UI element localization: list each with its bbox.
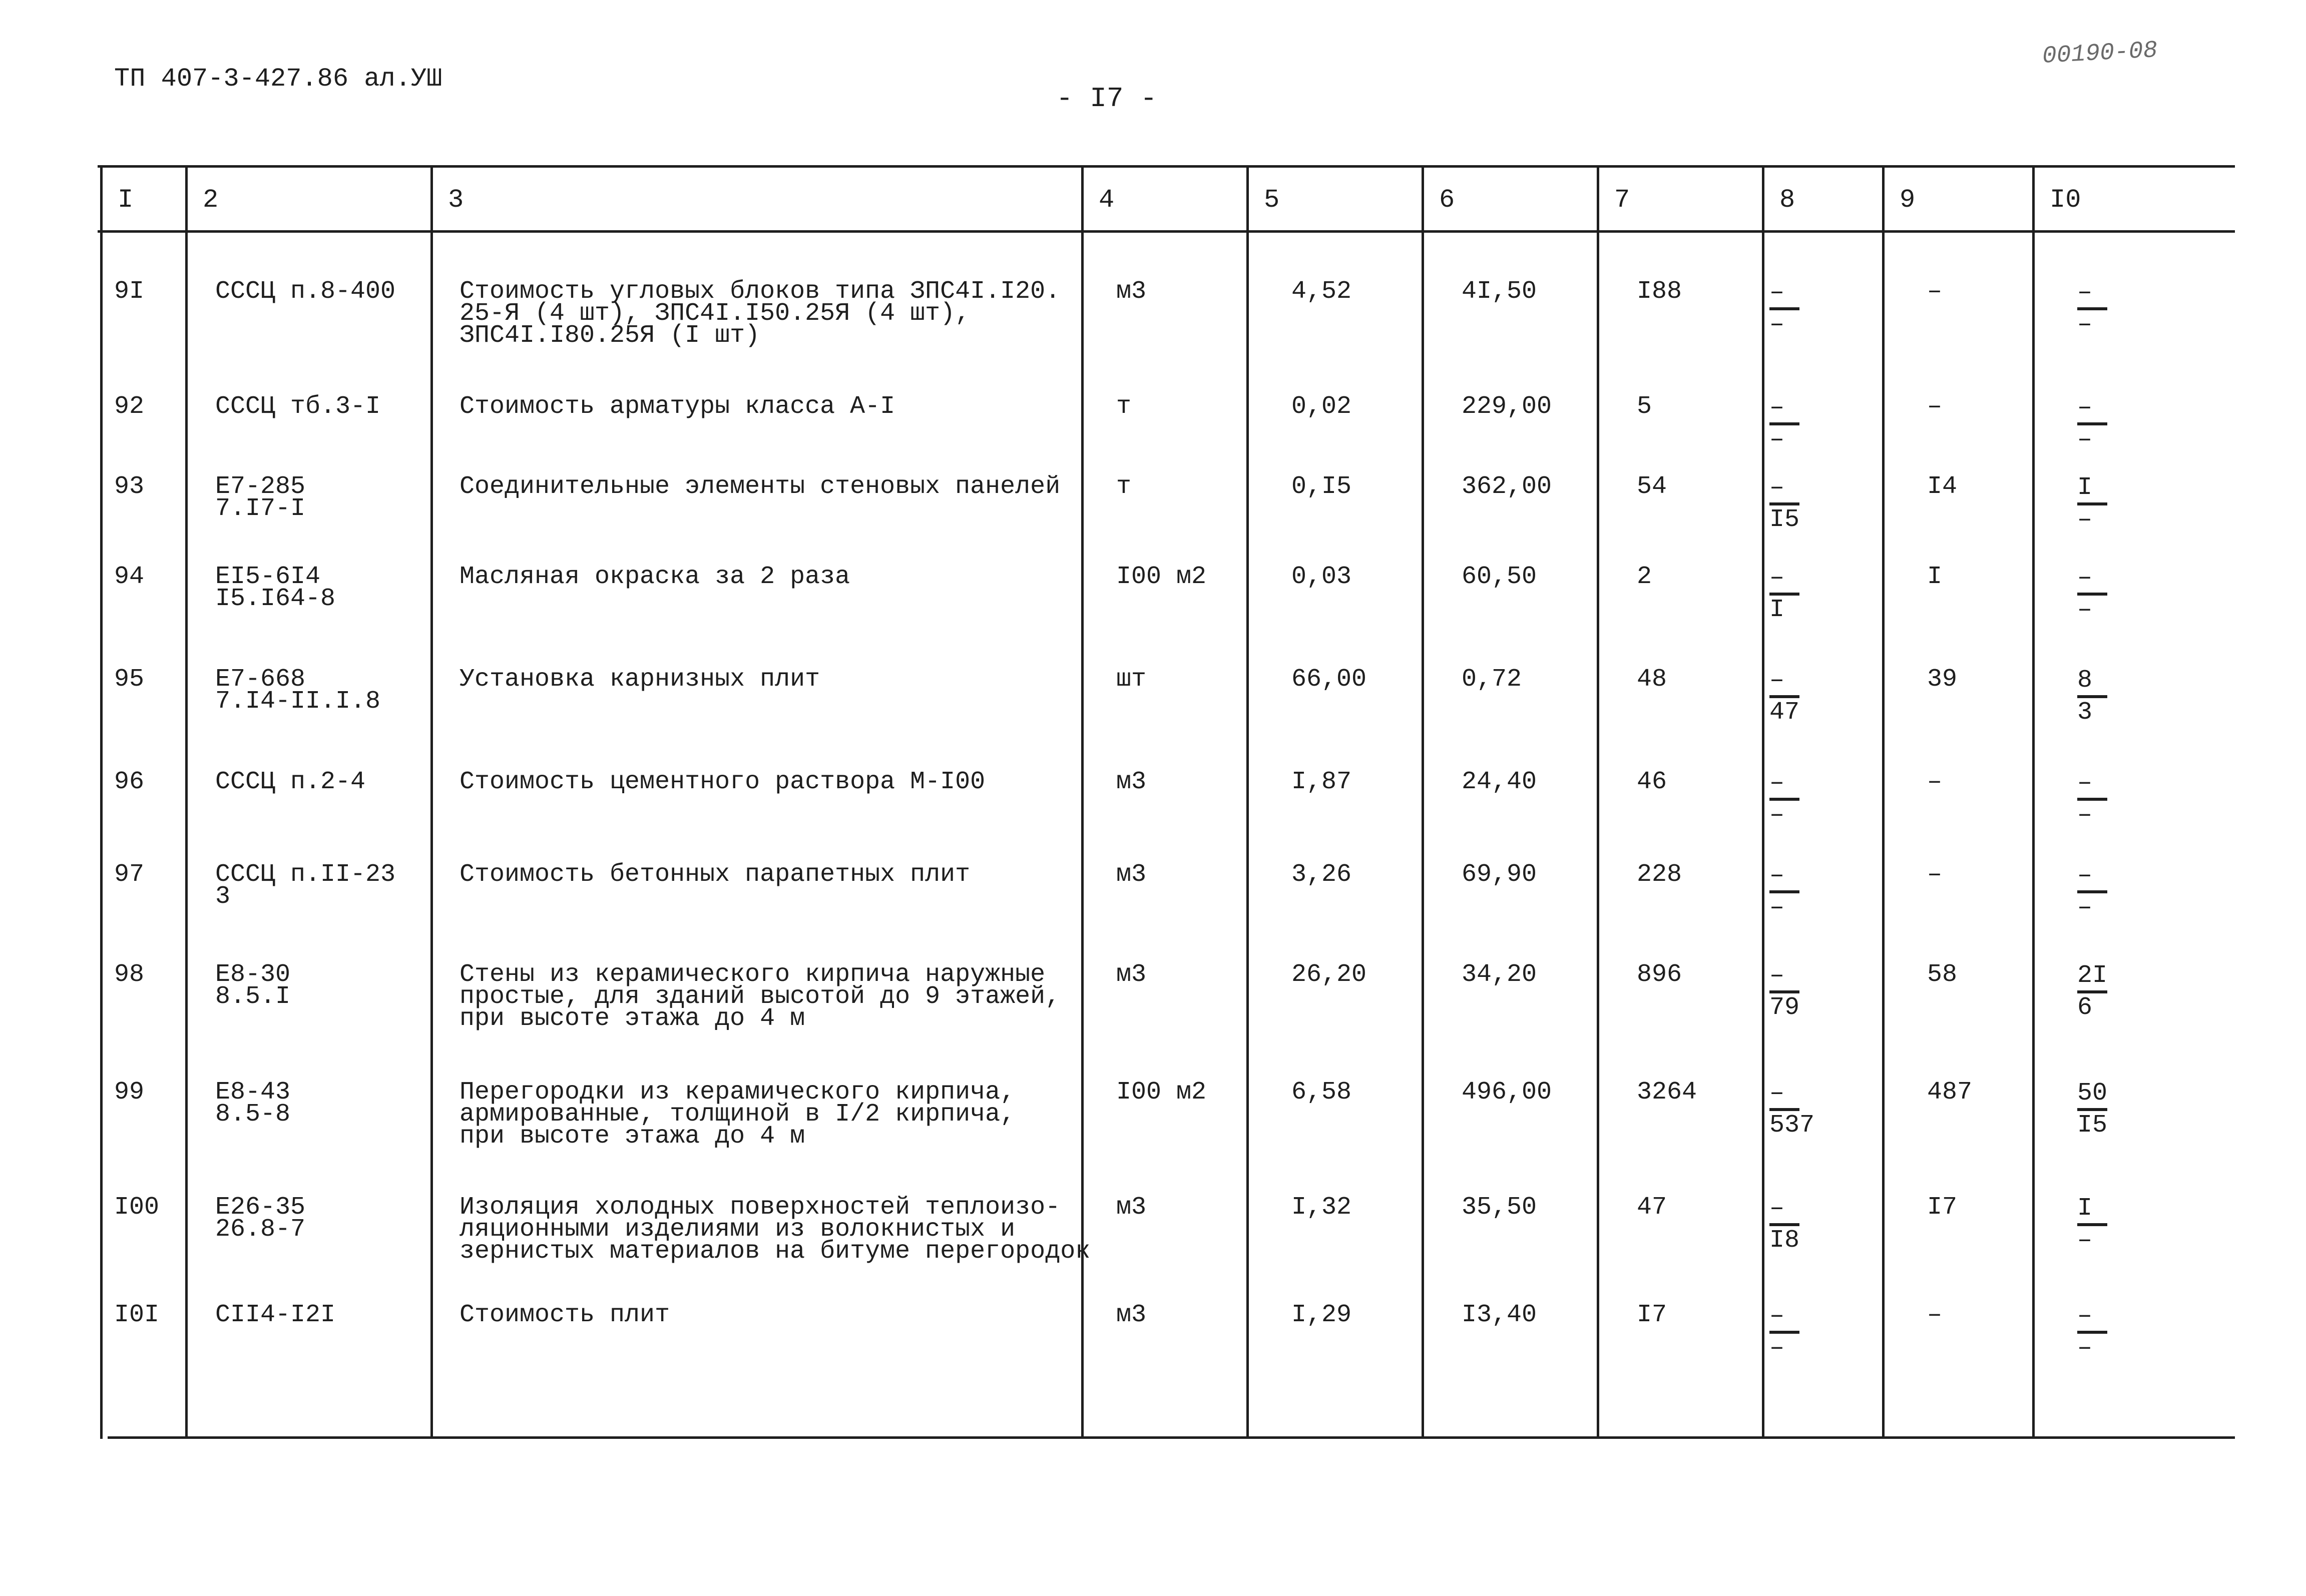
work-description: Установка карнизных плит (459, 665, 820, 694)
resource-code: Е8-30 (215, 960, 291, 989)
fraction-numerator: – (1769, 1081, 1799, 1111)
fraction-numerator: – (2077, 863, 2107, 893)
resource-code: СССЦ п.2-4 (215, 768, 366, 796)
machine-cost: I4 (1927, 472, 1958, 501)
quantity: I,29 (1291, 1301, 1352, 1329)
work-description: Соединительные элементы стеновых панелей (459, 472, 1061, 501)
resource-code: СII4-I2I (215, 1301, 336, 1329)
row-number: I0I (114, 1301, 160, 1329)
work-description: Изоляция холодных поверхностей теплоизо- (459, 1193, 1061, 1222)
wages-fraction (1769, 1081, 1824, 1138)
row-number: 97 (114, 860, 145, 889)
resource-code: СССЦ п.8-400 (215, 277, 396, 306)
operator-wages-fraction (2077, 963, 2132, 1020)
unit-price: 229,00 (1462, 392, 1552, 421)
work-description: Стоимость арматуры класса А-I (459, 392, 895, 421)
fraction-numerator: – (2077, 566, 2107, 596)
work-description: простые, для зданий высотой до 9 этажей, (459, 982, 1061, 1011)
operator-wages-fraction (2077, 395, 2132, 452)
quantity: 0,02 (1291, 392, 1352, 421)
machine-cost: 39 (1927, 665, 1958, 694)
resource-code: Е8-43 (215, 1078, 291, 1107)
work-description: Стены из керамического кирпича наружные (459, 960, 1046, 989)
operator-wages-fraction (2077, 566, 2132, 623)
resource-code: 3 (215, 882, 231, 911)
total-cost: 896 (1637, 960, 1682, 989)
fraction-denominator: I8 (1769, 1226, 1800, 1255)
fraction-numerator: – (2077, 395, 2107, 425)
page-number: - I7 - (1056, 83, 1157, 115)
fraction-numerator: – (1769, 280, 1799, 310)
fraction-numerator: I (2077, 475, 2107, 505)
table-top-rule (98, 165, 2235, 168)
work-description: Стоимость угловых блоков типа ЗПС4I.I20. (459, 277, 1061, 306)
resource-code: 7.I7-I (215, 494, 306, 523)
fraction-denominator: I5 (2077, 1111, 2108, 1140)
fraction-denominator: – (2077, 801, 2093, 829)
fraction-numerator: – (2077, 1304, 2107, 1334)
fraction-denominator: I5 (1769, 505, 1800, 534)
wages-fraction (1769, 771, 1824, 828)
total-cost: I88 (1637, 277, 1682, 306)
wages-fraction (1769, 280, 1824, 337)
row-number: 96 (114, 768, 145, 796)
column-divider (1762, 165, 1764, 1439)
fraction-numerator: – (1769, 771, 1799, 801)
column-divider (1882, 165, 1885, 1439)
machine-cost: 487 (1927, 1078, 1973, 1107)
row-number: 93 (114, 472, 145, 501)
fraction-denominator: 79 (1769, 993, 1800, 1022)
fraction-denominator: – (1769, 1334, 1785, 1362)
fraction-numerator: – (1769, 863, 1799, 893)
resource-code: 7.I4-II.I.8 (215, 687, 381, 716)
header-bottom-rule (98, 230, 2235, 233)
work-description: армированные, толщиной в I/2 кирпича, (459, 1100, 1016, 1129)
table-bottom-rule (108, 1436, 2235, 1439)
unit-price: I3,40 (1462, 1301, 1537, 1329)
work-description: Стоимость плит (459, 1301, 670, 1329)
row-number: 94 (114, 563, 145, 591)
document-code: ТП 407-3-427.86 ал.УШ (114, 64, 442, 94)
unit: м3 (1116, 277, 1147, 306)
quantity: I,87 (1291, 768, 1352, 796)
work-description: 25-Я (4 шт), ЗПС4I.I50.25Я (4 шт), (459, 299, 971, 328)
fraction-numerator: 2I (2077, 963, 2107, 993)
row-number: 92 (114, 392, 145, 421)
column-header: 3 (448, 185, 464, 215)
column-header: 4 (1099, 185, 1115, 215)
wages-fraction (1769, 566, 1824, 623)
unit-price: 69,90 (1462, 860, 1537, 889)
total-cost: 47 (1637, 1193, 1667, 1222)
fraction-denominator: – (2077, 893, 2093, 922)
wages-fraction (1769, 863, 1824, 920)
unit-price: 362,00 (1462, 472, 1552, 501)
fraction-denominator: 47 (1769, 698, 1800, 727)
unit: I00 м2 (1116, 563, 1207, 591)
column-header: 8 (1779, 185, 1795, 215)
resource-code: Е7-668 (215, 665, 306, 694)
unit-price: 4I,50 (1462, 277, 1537, 306)
quantity: 66,00 (1291, 665, 1367, 694)
machine-cost: – (1927, 860, 1943, 889)
unit: шт (1116, 665, 1147, 694)
fraction-denominator: – (1769, 425, 1785, 454)
column-divider (100, 165, 103, 1439)
fraction-numerator: – (1769, 668, 1799, 698)
operator-wages-fraction (2077, 668, 2132, 725)
unit: I00 м2 (1116, 1078, 1207, 1107)
unit-price: 24,40 (1462, 768, 1537, 796)
total-cost: 46 (1637, 768, 1667, 796)
row-number: 95 (114, 665, 145, 694)
work-description: зернистых материалов на битуме перегородок (459, 1237, 1091, 1266)
fraction-denominator: – (2077, 310, 2093, 339)
unit: т (1116, 472, 1132, 501)
work-description: ЗПС4I.I80.25Я (I шт) (459, 321, 760, 350)
work-description: Масляная окраска за 2 раза (459, 563, 850, 591)
unit-price: 496,00 (1462, 1078, 1552, 1107)
fraction-numerator: – (1769, 1196, 1799, 1226)
operator-wages-fraction (2077, 863, 2132, 920)
operator-wages-fraction (2077, 771, 2132, 828)
fraction-numerator: – (1769, 475, 1799, 505)
quantity: 0,I5 (1291, 472, 1352, 501)
column-divider (185, 165, 188, 1439)
fraction-denominator: – (2077, 505, 2093, 534)
fraction-denominator: 6 (2077, 993, 2093, 1022)
unit-price: 0,72 (1462, 665, 1522, 694)
machine-cost: I (1927, 563, 1943, 591)
unit-price: 35,50 (1462, 1193, 1537, 1222)
machine-cost: – (1927, 1301, 1943, 1329)
machine-cost: I7 (1927, 1193, 1958, 1222)
resource-code: 26.8-7 (215, 1215, 306, 1244)
fraction-numerator: – (1769, 963, 1799, 993)
unit: м3 (1116, 960, 1147, 989)
fraction-denominator: 3 (2077, 698, 2093, 727)
unit: м3 (1116, 1193, 1147, 1222)
column-header: 9 (1900, 185, 1916, 215)
quantity: 4,52 (1291, 277, 1352, 306)
total-cost: 48 (1637, 665, 1667, 694)
resource-code: ЕI5-6I4 (215, 563, 321, 591)
column-divider (1246, 165, 1249, 1439)
work-description: ляционными изделиями из волокнистых и (459, 1215, 1016, 1244)
wages-fraction (1769, 475, 1824, 533)
resource-code: СССЦ тб.3-I (215, 392, 381, 421)
resource-code: Е7-285 (215, 472, 306, 501)
wages-fraction (1769, 1196, 1824, 1253)
total-cost: 3264 (1637, 1078, 1697, 1107)
row-number: I00 (114, 1193, 160, 1222)
fraction-denominator: – (1769, 893, 1785, 922)
resource-code: 8.5-8 (215, 1100, 291, 1129)
wages-fraction (1769, 1304, 1824, 1361)
resource-code: СССЦ п.II-23 (215, 860, 396, 889)
total-cost: 5 (1637, 392, 1652, 421)
archive-number: 00190-08 (2041, 37, 2158, 70)
row-number: 99 (114, 1078, 145, 1107)
row-number: 9I (114, 277, 145, 306)
quantity: 6,58 (1291, 1078, 1352, 1107)
operator-wages-fraction (2077, 1081, 2132, 1138)
fraction-numerator: 50 (2077, 1081, 2107, 1111)
work-description: при высоте этажа до 4 м (459, 1004, 805, 1033)
column-divider (1597, 165, 1599, 1439)
operator-wages-fraction (2077, 280, 2132, 337)
operator-wages-fraction (2077, 1196, 2132, 1253)
fraction-numerator: – (1769, 1304, 1799, 1334)
fraction-denominator: – (1769, 310, 1785, 339)
unit: м3 (1116, 860, 1147, 889)
quantity: 3,26 (1291, 860, 1352, 889)
machine-cost: – (1927, 768, 1943, 796)
fraction-numerator: – (2077, 771, 2107, 801)
fraction-numerator: I (2077, 1196, 2107, 1226)
quantity: 0,03 (1291, 563, 1352, 591)
resource-code: 8.5.I (215, 982, 291, 1011)
fraction-denominator: – (2077, 1334, 2093, 1362)
unit: т (1116, 392, 1132, 421)
resource-code: I5.I64-8 (215, 585, 336, 613)
operator-wages-fraction (2077, 1304, 2132, 1361)
fraction-denominator: – (2077, 596, 2093, 624)
resource-code: Е26-35 (215, 1193, 306, 1222)
row-number: 98 (114, 960, 145, 989)
fraction-denominator: 537 (1769, 1111, 1815, 1140)
total-cost: I7 (1637, 1301, 1667, 1329)
work-description: при высоте этажа до 4 м (459, 1122, 805, 1151)
machine-cost: 58 (1927, 960, 1958, 989)
total-cost: 2 (1637, 563, 1652, 591)
column-header: I0 (2050, 185, 2081, 215)
total-cost: 228 (1637, 860, 1682, 889)
fraction-denominator: – (2077, 425, 2093, 454)
work-description: Перегородки из керамического кирпича, (459, 1078, 1016, 1107)
unit: м3 (1116, 768, 1147, 796)
machine-cost: – (1927, 277, 1943, 306)
column-header: 6 (1439, 185, 1455, 215)
quantity: 26,20 (1291, 960, 1367, 989)
wages-fraction (1769, 668, 1824, 725)
wages-fraction (1769, 395, 1824, 452)
fraction-denominator: – (1769, 801, 1785, 829)
fraction-numerator: – (2077, 280, 2107, 310)
fraction-numerator: – (1769, 566, 1799, 596)
unit-price: 34,20 (1462, 960, 1537, 989)
wages-fraction (1769, 963, 1824, 1020)
fraction-numerator: 8 (2077, 668, 2107, 698)
fraction-numerator: – (1769, 395, 1799, 425)
fraction-denominator: I (1769, 596, 1785, 624)
operator-wages-fraction (2077, 475, 2132, 533)
column-header: 7 (1614, 185, 1630, 215)
column-divider (1422, 165, 1424, 1439)
fraction-denominator: – (2077, 1226, 2093, 1255)
column-header: 5 (1264, 185, 1280, 215)
work-description: Стоимость бетонных парапетных плит (459, 860, 971, 889)
column-header: 2 (203, 185, 219, 215)
column-divider (430, 165, 433, 1439)
total-cost: 54 (1637, 472, 1667, 501)
unit-price: 60,50 (1462, 563, 1537, 591)
work-description: Стоимость цементного раствора М-I00 (459, 768, 986, 796)
unit: м3 (1116, 1301, 1147, 1329)
column-header: I (118, 185, 134, 215)
machine-cost: – (1927, 392, 1943, 421)
column-divider (2032, 165, 2035, 1439)
quantity: I,32 (1291, 1193, 1352, 1222)
